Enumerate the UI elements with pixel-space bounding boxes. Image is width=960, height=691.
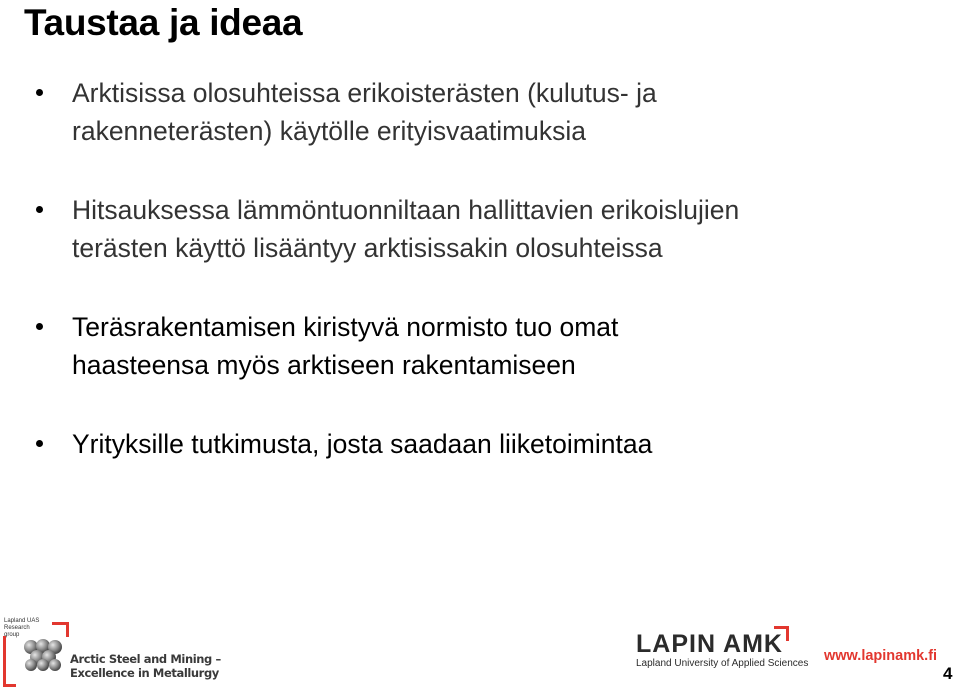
atoms-icon [22,638,64,672]
bullet-line: rakenneterästen) käytölle erityisvaatimuksia [72,116,587,146]
bullet-line: Yrityksille tutkimusta, josta saadaan liiketoimintaa [72,429,653,459]
ual-label: Lapland UAS Research group [4,618,40,638]
bullet-line: Teräsrakentamisen kiristyvä normisto tuo omat [72,312,619,342]
red-corner-icon [52,622,69,637]
lapin-amk-name: LAPIN AMK [636,630,783,658]
bullet-dot-icon [36,323,43,330]
lapin-amk-logo [636,624,809,674]
website-link[interactable]: www.lapinamk.fi [824,648,938,664]
red-corner-icon [774,626,789,641]
research-group-logo [0,612,240,691]
bullet-line: Hitsauksessa lämmöntuonniltaan hallittavien erikoislujien [72,195,740,225]
bullet-dot-icon [36,440,43,447]
slide-title: Taustaa ja ideaa [24,2,303,43]
bullet-line: haasteensa myös arktiseen rakentamiseen [72,350,576,380]
bullet-dot-icon [36,89,43,96]
bullet-dot-icon [36,206,43,213]
group-name: Arctic Steel and Mining – Excellence in Metallurgy [70,652,221,680]
red-corner-icon [3,636,16,687]
bullet-line: Arktisissa olosuhteissa erikoisterästen (kulutus- ja [72,78,657,108]
lapin-amk-subtitle: Lapland University of Applied Sciences [636,658,809,669]
page-number: 4 [943,664,953,683]
bullet-line: terästen käyttö lisääntyy arktisissakin olosuhteissa [72,233,663,263]
